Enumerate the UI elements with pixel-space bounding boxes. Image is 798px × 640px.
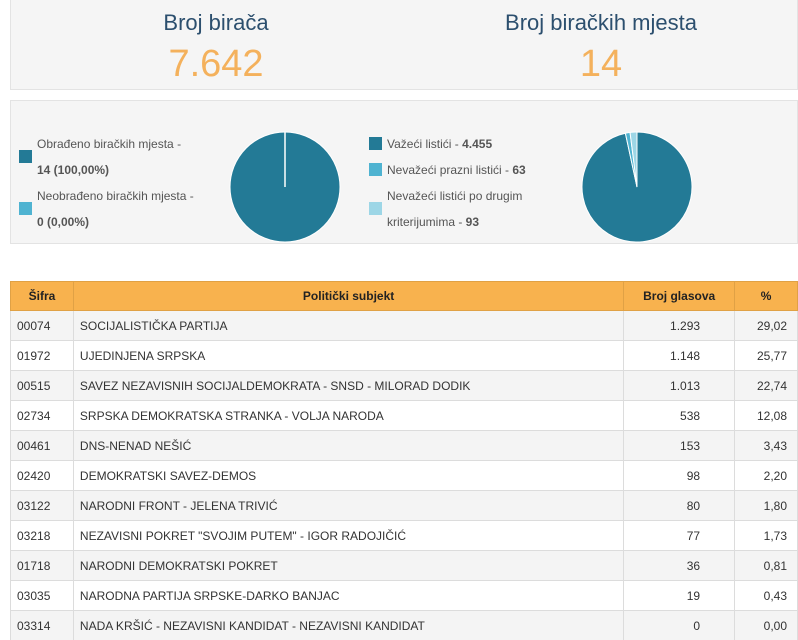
cell-party: NADA KRŠIĆ - NEZAVISNI KANDIDAT - NEZAVISNI KANDIDAT: [73, 611, 623, 640]
cell-percent: 29,02: [735, 311, 798, 341]
processing-legend: [19, 131, 219, 235]
valid-label: Važeći listići -: [387, 137, 463, 151]
cell-votes: 19: [624, 581, 735, 611]
cell-code: 00461: [11, 431, 74, 461]
table-row: [11, 401, 798, 431]
swatch-invalid-blank: [369, 163, 382, 176]
cell-party: NARODNI FRONT - JELENA TRIVIĆ: [73, 491, 623, 521]
cell-code: 03035: [11, 581, 74, 611]
table-header-row: [11, 282, 798, 311]
polling-places-stat: [451, 0, 751, 84]
cell-votes: 36: [624, 551, 735, 581]
swatch-invalid-other: [369, 202, 382, 215]
processed-value: 14 (100,00%): [37, 163, 110, 177]
processing-pie-chart: [229, 131, 341, 243]
table-row: [11, 521, 798, 551]
voters-value: 7.642: [168, 43, 264, 85]
swatch-processed: [19, 150, 32, 163]
cell-votes: 1.293: [624, 311, 735, 341]
summary-panel: [10, 0, 798, 90]
cell-party: SAVEZ NEZAVISNIH SOCIJALDEMOKRATA - SNSD - MILORAD DODIK: [73, 371, 623, 401]
table-row: [11, 581, 798, 611]
cell-percent: 3,43: [735, 431, 798, 461]
cell-code: 03122: [11, 491, 74, 521]
header-party[interactable]: Politički subjekt: [73, 282, 623, 311]
legend-processed: [19, 131, 219, 183]
table-row: [11, 371, 798, 401]
ballots-legend: [369, 131, 569, 235]
header-code[interactable]: Šifra: [11, 282, 74, 311]
cell-party: NARODNA PARTIJA SRPSKE-DARKO BANJAC: [73, 581, 623, 611]
cell-votes: 1.148: [624, 341, 735, 371]
cell-votes: 77: [624, 521, 735, 551]
cell-percent: 1,73: [735, 521, 798, 551]
valid-value: 4.455: [462, 137, 493, 151]
cell-code: 01718: [11, 551, 74, 581]
polling-places-label: Broj biračkih mjesta: [505, 10, 697, 35]
charts-panel: [10, 100, 798, 244]
cell-party: DNS-NENAD NEŠIĆ: [73, 431, 623, 461]
cell-party: UJEDINJENA SRPSKA: [73, 341, 623, 371]
cell-votes: 1.013: [624, 371, 735, 401]
processed-label: Obrađeno biračkih mjesta -: [37, 137, 182, 151]
cell-percent: 1,80: [735, 491, 798, 521]
results-table: [10, 281, 798, 640]
table-row: [11, 551, 798, 581]
voters-stat: [66, 0, 366, 84]
cell-votes: 153: [624, 431, 735, 461]
cell-percent: 22,74: [735, 371, 798, 401]
cell-code: 02420: [11, 461, 74, 491]
polling-places-value: 14: [579, 43, 623, 85]
invalid-other-label: Nevažeći listići po drugim kriterijumima -: [387, 189, 523, 229]
table-row: [11, 461, 798, 491]
cell-votes: 98: [624, 461, 735, 491]
cell-code: 00515: [11, 371, 74, 401]
cell-code: 02734: [11, 401, 74, 431]
legend-invalid-other: [369, 183, 569, 235]
cell-party: NEZAVISNI POKRET "SVOJIM PUTEM" - IGOR RADOJIČIĆ: [73, 521, 623, 551]
legend-valid: [369, 131, 569, 157]
unprocessed-label: Neobrađeno biračkih mjesta -: [37, 189, 194, 203]
cell-percent: 2,20: [735, 461, 798, 491]
cell-party: NARODNI DEMOKRATSKI POKRET: [73, 551, 623, 581]
table-row: [11, 431, 798, 461]
ballots-pie-chart: [581, 131, 693, 243]
cell-code: 03218: [11, 521, 74, 551]
table-row: [11, 311, 798, 341]
table-row: [11, 611, 798, 640]
cell-code: 00074: [11, 311, 74, 341]
legend-unprocessed: [19, 183, 219, 235]
table-row: [11, 491, 798, 521]
invalid-blank-label: Nevažeći prazni listići -: [387, 163, 513, 177]
legend-invalid-blank: [369, 157, 569, 183]
cell-percent: 0,81: [735, 551, 798, 581]
cell-votes: 80: [624, 491, 735, 521]
cell-votes: 538: [624, 401, 735, 431]
cell-votes: 0: [624, 611, 735, 640]
voters-label: Broj birača: [163, 10, 269, 35]
cell-code: 01972: [11, 341, 74, 371]
header-percent[interactable]: %: [735, 282, 798, 311]
invalid-other-value: 93: [465, 215, 480, 229]
invalid-blank-value: 63: [512, 163, 526, 177]
header-votes[interactable]: Broj glasova: [624, 282, 735, 311]
cell-percent: 25,77: [735, 341, 798, 371]
unprocessed-value: 0 (0,00%): [37, 215, 90, 229]
cell-percent: 0,00: [735, 611, 798, 640]
table-row: [11, 341, 798, 371]
cell-code: 03314: [11, 611, 74, 640]
cell-percent: 0,43: [735, 581, 798, 611]
cell-party: SRPSKA DEMOKRATSKA STRANKA - VOLJA NARODA: [73, 401, 623, 431]
swatch-valid: [369, 137, 382, 150]
cell-party: SOCIJALISTIČKA PARTIJA: [73, 311, 623, 341]
swatch-unprocessed: [19, 202, 32, 215]
cell-party: DEMOKRATSKI SAVEZ-DEMOS: [73, 461, 623, 491]
cell-percent: 12,08: [735, 401, 798, 431]
